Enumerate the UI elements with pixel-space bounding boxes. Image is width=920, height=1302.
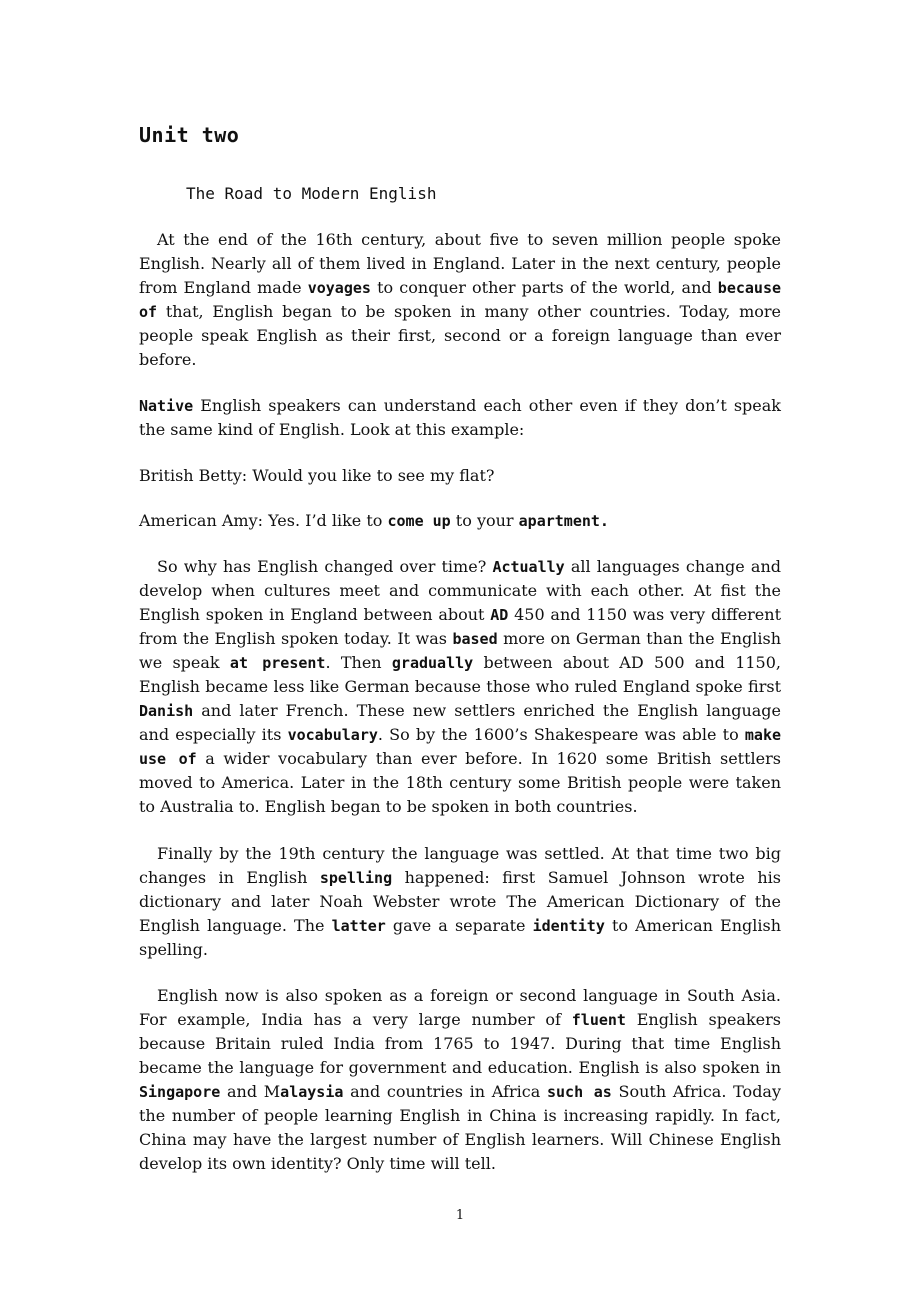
- text-run: . Then: [325, 653, 392, 672]
- text-run: South Africa. Today the number of people learning English in China is increasing rapidly. In fact, China may have the largest number of English learners. Will Chinese English develop its own identity? Only time will tell.: [139, 1082, 782, 1173]
- text-run: and M: [220, 1082, 281, 1101]
- vocabulary-keyword: Singapore: [139, 1083, 221, 1101]
- text-run: and later French. These new settlers enriched the English language and especially its: [139, 701, 781, 744]
- text-run: English speakers can understand each other even if they don’t speak the same kind of English. Look at this example:: [139, 396, 781, 439]
- text-run: Finally by the 19th century the language was settled. At that time two big changes in English: [139, 844, 781, 887]
- text-run: and countries in Africa: [343, 1082, 547, 1101]
- text-run: to conquer other parts of the world, and: [370, 278, 718, 297]
- vocabulary-keyword: vocabulary: [287, 726, 378, 744]
- vocabulary-keyword: fluent: [571, 1011, 626, 1029]
- vocabulary-keyword: AD: [490, 606, 509, 624]
- text-run: to American English spelling.: [139, 916, 782, 959]
- text-run: happened: first Samuel Johnson wrote his dictionary and later Noah Webster wrote The American Dictionary of the English language. The: [139, 868, 781, 935]
- vocabulary-keyword: alaysia: [280, 1083, 344, 1101]
- paragraph-4: [139, 842, 781, 962]
- vocabulary-keyword: because of: [139, 279, 782, 321]
- paragraph-1: [139, 228, 781, 372]
- text-run: all languages change and develop when cultures meet and communicate with each other. At fist the English spoken in England between about: [139, 557, 781, 624]
- text-run: more on German than the English we speak: [139, 629, 782, 672]
- vocabulary-keyword: based: [452, 630, 498, 648]
- text-run: gave a separate: [385, 916, 533, 935]
- vocabulary-keyword: such as: [546, 1083, 612, 1101]
- paragraph-3: [139, 555, 781, 819]
- vocabulary-keyword: spelling: [319, 869, 393, 887]
- vocabulary-keyword: identity: [532, 917, 605, 935]
- text-run: to your: [450, 511, 519, 530]
- vocabulary-keyword: voyages: [307, 279, 371, 297]
- page-number: 1: [455, 1208, 465, 1223]
- text-run: At the end of the 16th century, about five to seven million people spoke English. Nearly all of them lived in England. Later in the next century, people from England made: [139, 230, 781, 297]
- paragraph-2: [139, 394, 781, 442]
- vocabulary-keyword: make use of: [139, 726, 782, 768]
- text-run: between about AD 500 and 1150, English became less like German because those who ruled England spoke first: [139, 653, 781, 696]
- lesson-title: The Road to Modern English: [186, 184, 437, 203]
- vocabulary-keyword: latter: [331, 917, 386, 935]
- text-run: English speakers because Britain ruled India from 1765 to 1947. During that time English became the language for government and education. English is also spoken in: [139, 1010, 781, 1077]
- text-run: 450 and 1150 was very different from the English spoken today. It was: [139, 605, 782, 648]
- text-run: . So by the 1600’s Shakespeare was able to: [377, 725, 745, 744]
- text-run: American Amy: Yes. I’d like to: [139, 511, 388, 530]
- text-run: So why has English changed over time?: [157, 557, 493, 576]
- paragraph-5: [139, 984, 781, 1176]
- text-run: British Betty: Would you like to see my flat?: [139, 466, 495, 485]
- dialogue-line-amy: [139, 509, 609, 533]
- text-run: that, English began to be spoken in many other countries. Today, more people speak English as their first, second or a foreign language than ever before.: [139, 302, 781, 369]
- vocabulary-keyword: Native: [139, 397, 194, 415]
- vocabulary-keyword: Danish: [139, 702, 194, 720]
- vocabulary-keyword: at present: [229, 654, 326, 672]
- vocabulary-keyword: apartment.: [518, 512, 609, 530]
- text-run: a wider vocabulary than ever before. In 1620 some British settlers moved to America. Later in the 18th century some British people were taken to Australia to. English began to be spoken in both countries.: [139, 749, 781, 816]
- vocabulary-keyword: Actually: [492, 558, 565, 576]
- vocabulary-keyword: come up: [387, 512, 451, 530]
- text-run: English now is also spoken as a foreign or second language in South Asia. For example, India has a very large number of: [139, 986, 781, 1029]
- dialogue-line-betty: [139, 464, 494, 488]
- unit-title: Unit two: [139, 123, 240, 147]
- vocabulary-keyword: gradually: [391, 654, 474, 672]
